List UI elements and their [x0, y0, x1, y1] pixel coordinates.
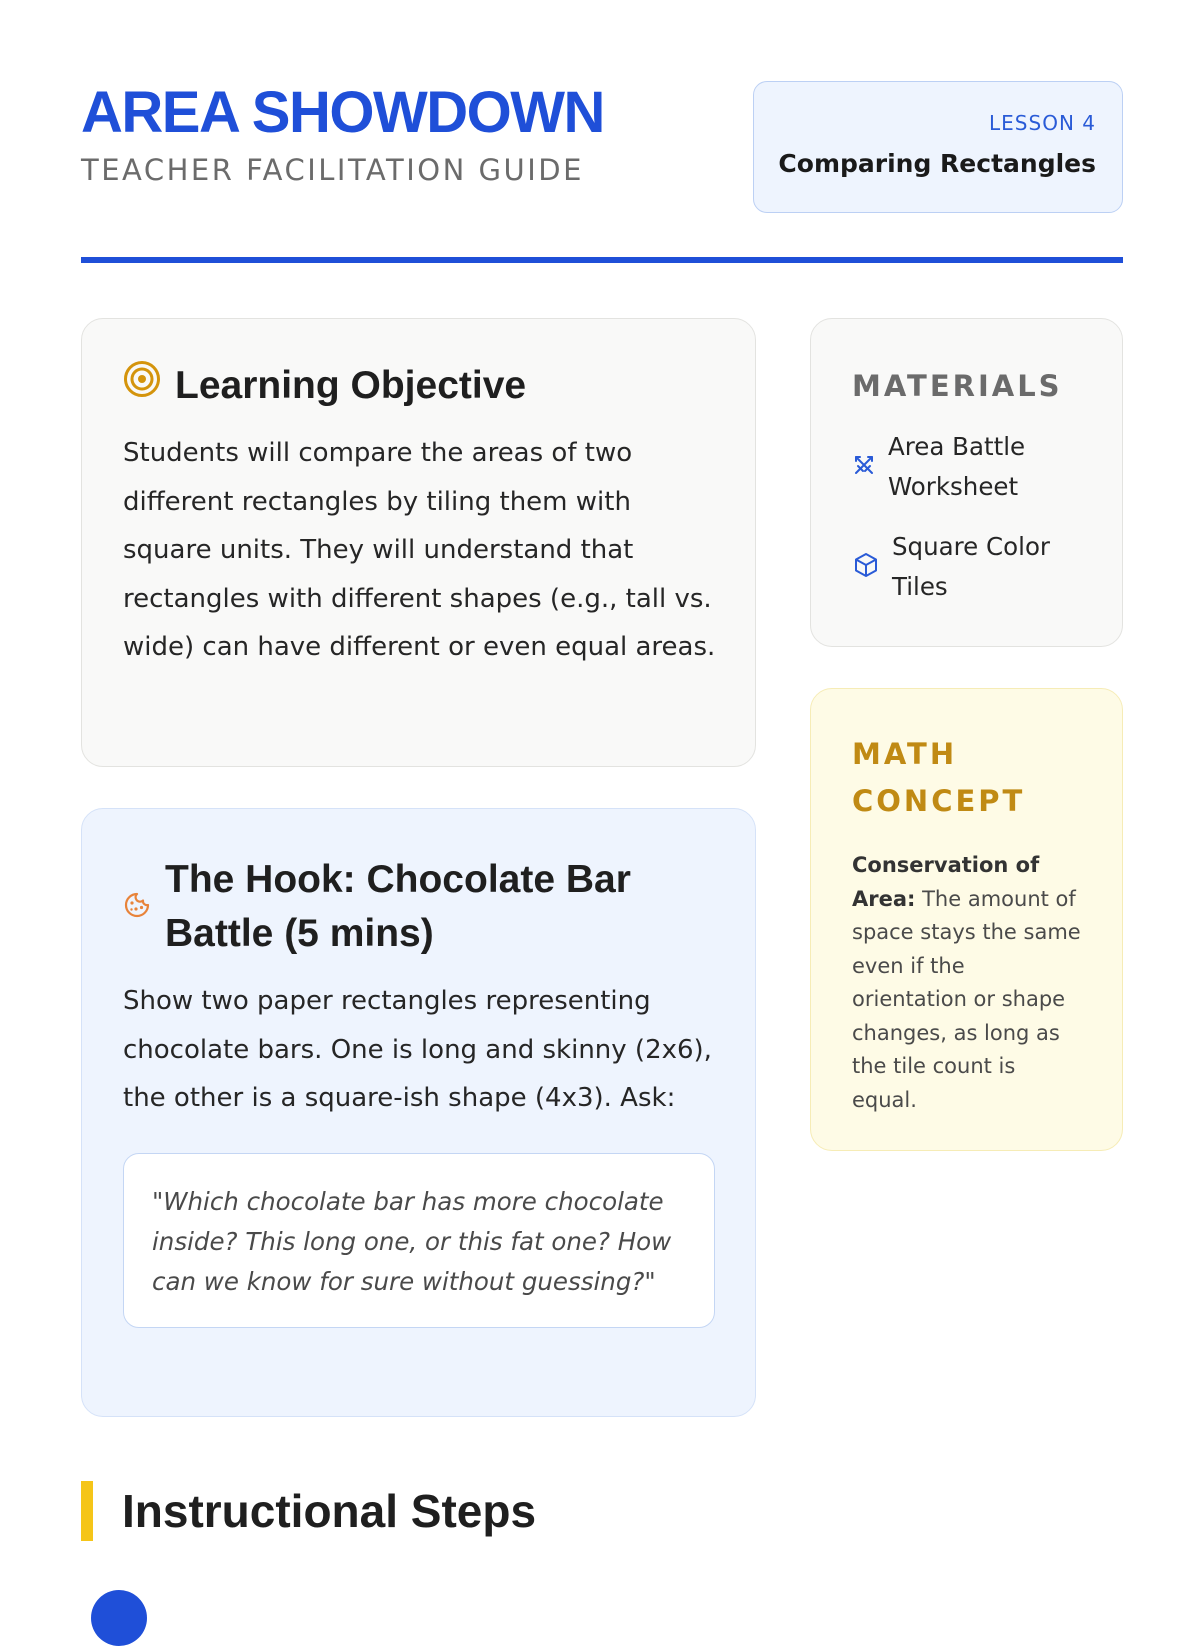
cube-icon — [852, 551, 880, 583]
hook-quote: "Which chocolate bar has more chocolate inside? This long one, or this fat one? How can we know for sure without guessing?" — [123, 1153, 715, 1328]
heading-accent-bar — [81, 1481, 93, 1541]
materials-list — [852, 427, 1092, 607]
materials-heading: MATERIALS — [852, 369, 1063, 403]
learning-objective-text: Students will compare the areas of two different rectangles by tiling them with square units. They will understand that rectangles with different shapes (e.g., tall vs. wide) can have different or even equal areas. — [123, 438, 716, 662]
learning-objective-heading — [123, 359, 717, 413]
materials-item-label: Square Color Tiles — [892, 532, 1051, 601]
materials-card — [810, 318, 1123, 647]
learning-objective-card — [81, 318, 756, 767]
materials-item-worksheet — [852, 427, 1092, 507]
header-divider — [81, 257, 1123, 263]
instructional-steps-heading — [81, 1481, 536, 1541]
hook-heading — [123, 853, 717, 961]
math-concept-term: Conservation of Area: — [852, 853, 1040, 911]
page-subtitle: TEACHER FACILITATION GUIDE — [81, 153, 584, 187]
hook-text: Show two paper rectangles representing chocolate bars. One is long and skinny (2x6), the other is a square-ish shape (4x3). Ask: — [123, 986, 712, 1113]
materials-item-tiles — [852, 527, 1092, 607]
math-concept-text — [852, 849, 1086, 1117]
lesson-number: LESSON 4 — [989, 111, 1096, 135]
crossed-swords-icon — [852, 453, 876, 481]
step-number-badge — [91, 1590, 147, 1646]
math-concept-description: The amount of space stays the same even if the orientation or shape changes, as long as the tile count is equal. — [852, 886, 1081, 1112]
page-title: AREA SHOWDOWN — [81, 80, 604, 145]
instructional-steps-title: Instructional Steps — [122, 1485, 537, 1537]
materials-item-label: Area Battle Worksheet — [888, 432, 1026, 501]
learning-objective-title: Learning Objective — [175, 364, 527, 407]
math-concept-card — [810, 688, 1123, 1151]
hook-title: The Hook: Chocolate Bar Battle (5 mins) — [165, 858, 631, 955]
target-icon — [123, 359, 161, 413]
page-header — [81, 78, 1123, 218]
hook-card — [81, 808, 756, 1417]
math-concept-heading: MATH CONCEPT — [852, 737, 1026, 818]
lesson-badge — [753, 81, 1123, 213]
cookie-icon — [123, 880, 151, 934]
lesson-name: Comparing Rectangles — [778, 149, 1096, 178]
